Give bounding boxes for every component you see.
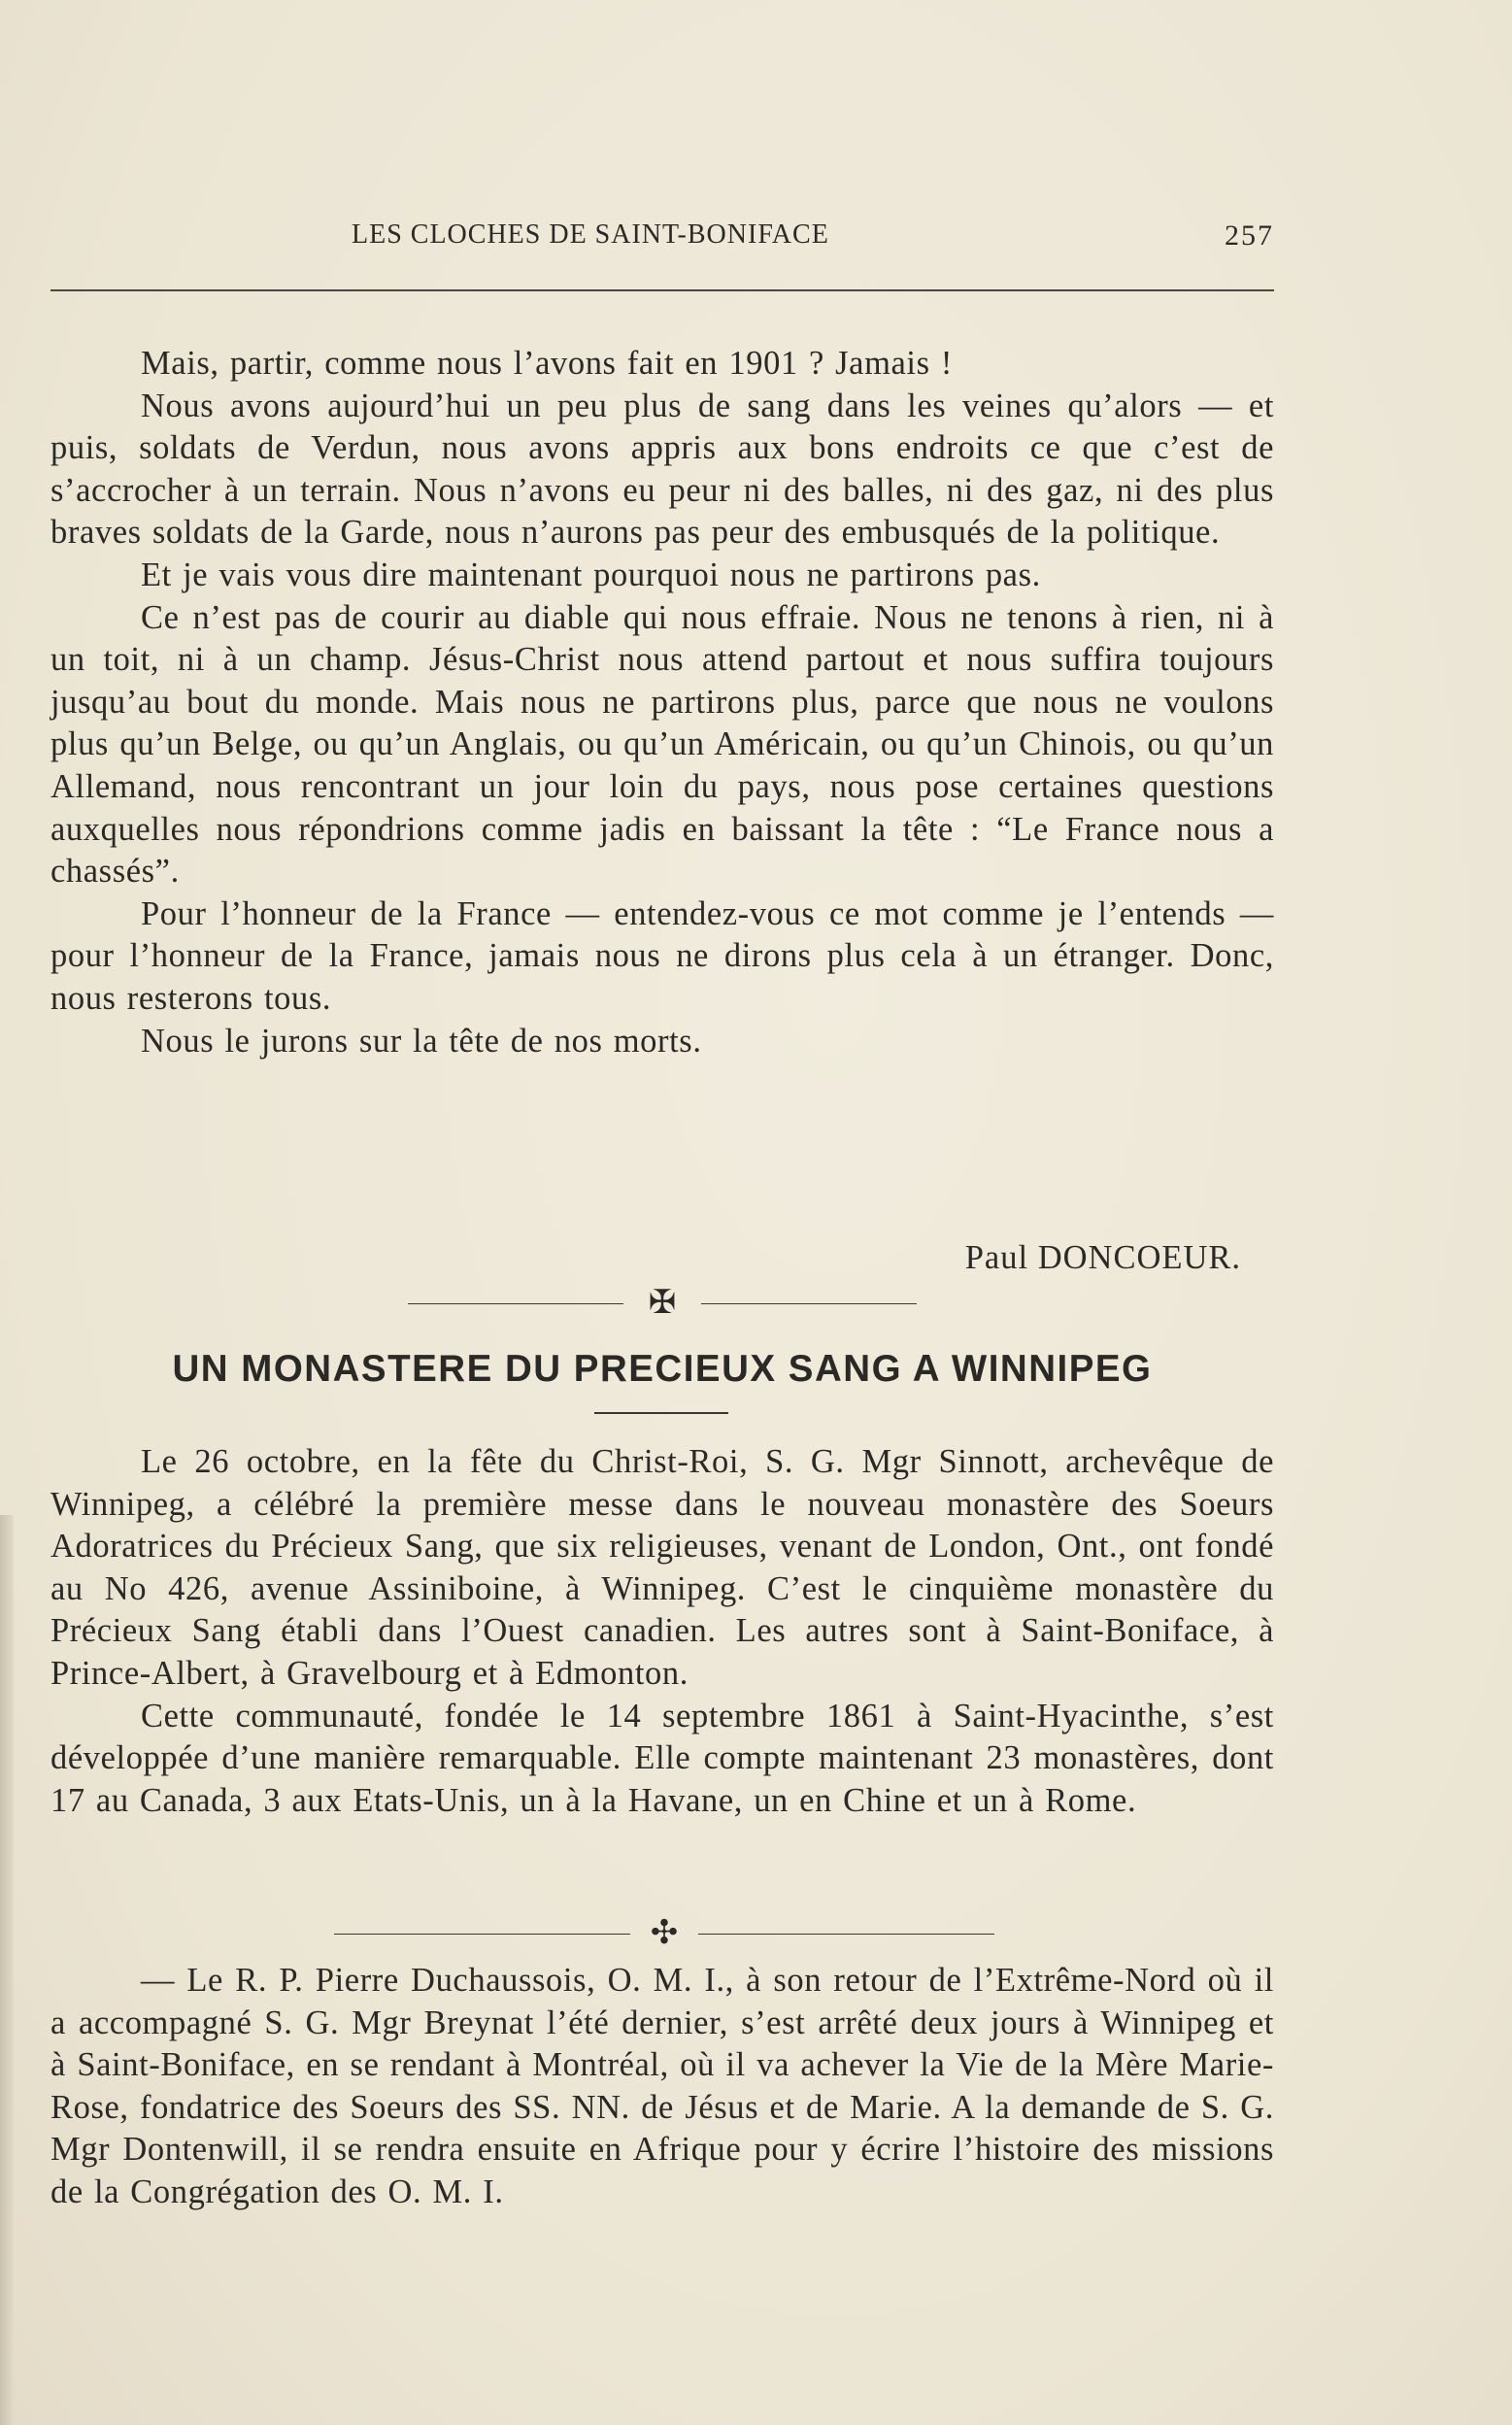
divider-line-right xyxy=(698,1934,994,1935)
paragraph: — Le R. P. Pierre Duchaussois, O. M. I., à son retour de l’Extrême-Nord où il a accompagné S. G. Mgr Breynat l’été dernier, s’est arrêté deux jours à Winnipeg et à Saint-Boniface, en se rendant à Montréal, où il va achever la Vie de la Mère Marie-Rose, fondatrice des Soeurs des SS. NN. de Jésus et de Marie. A la demande de S. G. Mgr Dontenwill, il se rendra ensuite en Afrique pour y écrire l’histoire des missions de la Congrégation des O. M. I. xyxy=(50,1962,1274,2210)
running-title: LES CLOCHES DE SAINT-BONIFACE xyxy=(352,219,829,250)
section-divider xyxy=(361,1284,963,1323)
maltese-cross-icon: ✠ xyxy=(648,1285,677,1321)
paragraph: Ce n’est pas de courir au diable qui nous effraie. Nous ne tenons à rien, ni à un toit, ni à un champ. Jésus-Christ nous attend partout et nous suffira toujours jusqu’au bout du monde. Mais nous ne partirons plus, parce que nous ne voulons plus qu’un Belge, ou qu’un Anglais, ou qu’un Américain, ou qu’un Chinois, ou qu’un Allemand, nous rencontrant un jour loin du pays, nous pose certaines questions auxquelles nous répondrions comme jadis en baissant la tête : “Le France nous a chassés”. xyxy=(50,598,1274,891)
paragraph: Mais, partir, comme nous l’avons fait en 1901 ? Jamais ! xyxy=(141,345,953,382)
header-rule xyxy=(50,289,1274,291)
page-binding-edge xyxy=(0,1515,14,2425)
article-monastere xyxy=(50,1441,1274,1822)
section-divider xyxy=(334,1914,994,1953)
running-head xyxy=(50,219,1274,258)
paragraph: Le 26 octobre, en la fête du Christ-Roi, S. G. Mgr Sinnott, archevêque de Winnipeg, a célébré la première messe dans le nouveau monastère des Soeurs Adoratrices du Précieux Sang, que six religieuses, venant de London, Ont., ont fondé au No 426, avenue Assiniboine, à Winnipeg. C’est le cinquième monastère du Précieux Sang établi dans l’Ouest canadien. Les autres sont à Saint-Boniface, à Prince-Albert, à Gravelbourg et à Edmonton. xyxy=(50,1443,1274,1692)
title-rule xyxy=(594,1412,728,1414)
paragraph: Nous avons aujourd’hui un peu plus de sang dans les veines qu’alors — et puis, soldats de Verdun, nous avons appris aux bons endroits ce que c’est de s’accrocher à un terrain. Nous n’avons eu peur ni des balles, ni des gaz, ni des plus braves soldats de la Garde, nous n’aurons pas peur des embusqués de la politique. xyxy=(50,387,1274,552)
signature: Paul DONCOEUR. xyxy=(964,1239,1241,1276)
cross-ornament-icon: ✣ xyxy=(650,1915,679,1951)
paragraph: Pour l’honneur de la France — entendez-vous ce mot comme je l’entends — pour l’honneur de la France, jamais nous ne dirons plus cela à un étranger. Donc, nous resterons tous. xyxy=(50,894,1274,1017)
divider-line-right xyxy=(701,1303,917,1304)
article-doncoeur xyxy=(50,343,1274,1062)
article-title: UN MONASTERE DU PRECIEUX SANG A WINNIPEG xyxy=(172,1348,1153,1390)
page-number: 257 xyxy=(1225,219,1274,252)
divider-line-left xyxy=(408,1303,623,1304)
divider-line-left xyxy=(334,1934,630,1935)
paragraph: Et je vais vous dire maintenant pourquoi nous ne partirons pas. xyxy=(141,556,1041,593)
text-column xyxy=(50,219,1274,2210)
paragraph: Nous le jurons sur la tête de nos morts. xyxy=(141,1022,702,1060)
article-duchaussois xyxy=(50,1960,1274,2214)
paragraph: Cette communauté, fondée le 14 septembre 1861 à Saint-Hyacinthe, s’est développée d’une manière remarquable. Elle compte maintenant 23 monastères, dont 17 au Canada, 3 aux Etats-Unis, un à la Havane, un en Chine et un à Rome. xyxy=(50,1697,1274,1819)
